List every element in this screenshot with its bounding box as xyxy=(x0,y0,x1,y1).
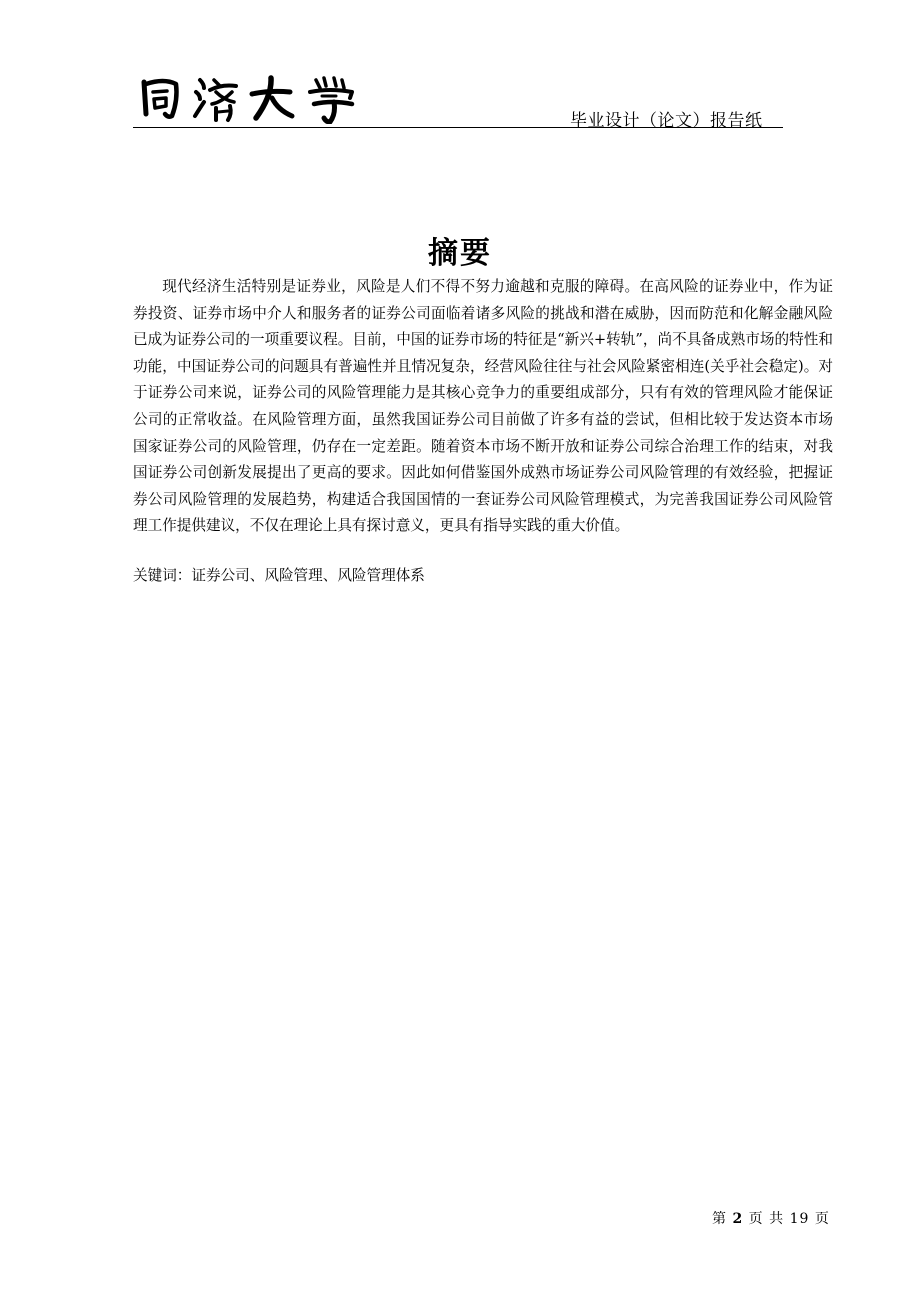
keywords-value: 证券公司、风险管理、风险管理体系 xyxy=(191,567,425,584)
page-prefix: 第 xyxy=(712,1211,727,1227)
header-subtitle: 毕业设计（论文）报告纸 xyxy=(570,111,763,131)
page-mid: 页 共 xyxy=(748,1211,785,1227)
university-logo xyxy=(138,72,368,124)
keywords-label: 关键词： xyxy=(133,567,192,584)
header-divider xyxy=(133,127,783,128)
page-number xyxy=(712,1208,830,1228)
abstract-body: 现代经济生活特别是证券业，风险是人们不得不努力逾越和克服的障碍。在高风险的证券业中，作为证券投资、证券市场中介人和服务者的证券公司面临着诸多风险的挑战和潜在威胁，因而防范和化解金融风险已成为证券公司的一项重要议程。目前，中国的证券市场的特征是“新兴+转轨”，尚不具备成熟市场的特性和功能，中国证券公司的问题具有普遍性并且情况复杂，经营风险往往与社会风险紧密相连(关乎社会稳定)。对于证券公司来说，证券公司的风险管理能力是其核心竞争力的重要组成部分，只有有效的管理风险才能保证公司的正常收益。在风险管理方面，虽然我国证券公司目前做了许多有益的尝试，但相比较于发达资本市场国家证券公司的风险管理，仍存在一定差距。随着资本市场不断开放和证券公司综合治理工作的结束，对我国证券公司创新发展提出了更高的要求。因此如何借鉴国外成熟市场证券公司风险管理的有效经验，把握证券公司风险管理的发展趋势，构建适合我国国情的一套证券公司风险管理模式，为完善我国证券公司风险管理工作提供建议，不仅在理论上具有探讨意义，更具有指导实践的重大价值。 xyxy=(133,278,833,535)
total-pages: 19 xyxy=(789,1211,810,1227)
page-suffix: 页 xyxy=(814,1211,830,1227)
calligraphy-logo-icon xyxy=(138,72,368,124)
abstract-title: 摘要 xyxy=(428,236,492,271)
keywords-line xyxy=(133,564,425,585)
current-page: 2 xyxy=(732,1211,744,1227)
